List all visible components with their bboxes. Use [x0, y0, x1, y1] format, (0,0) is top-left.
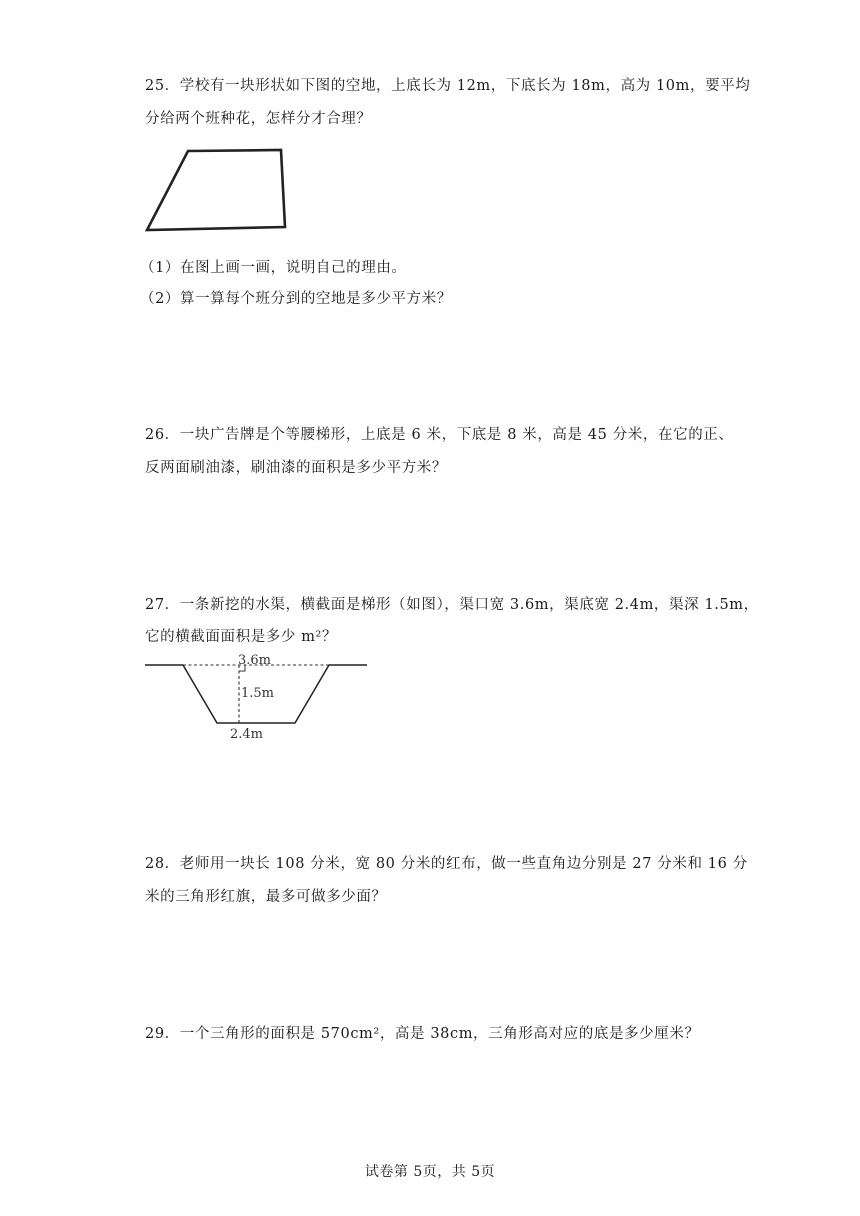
q26-text-line2: 反两面刷油漆，刷油漆的面积是多少平方米？ [145, 460, 447, 476]
q27-channel-figure [140, 648, 372, 744]
q25-trapezoid-figure [140, 143, 295, 235]
channel-top-width-label: 3.6m [238, 653, 272, 668]
q28-text-line1: 28．老师用一块长 108 分米，宽 80 分米的红布，做一些直角边分别是 27 分米和 16 分 [145, 856, 748, 872]
channel-depth-label: 1.5m [241, 686, 275, 701]
page-footer: 试卷第 5页，共 5页 [364, 1164, 496, 1180]
channel-bottom-width-label: 2.4m [230, 727, 264, 742]
q29-text-line1: 29．一个三角形的面积是 570cm²，高是 38cm，三角形高对应的底是多少厘米？ [145, 1026, 700, 1042]
q25-text-line1: 25．学校有一块形状如下图的空地，上底长为 12m，下底长为 18m，高为 10m，要平均 [145, 78, 751, 94]
q27-text-line2: 它的横截面面积是多少 m²？ [145, 629, 338, 645]
q25-part2: （2）算一算每个班分到的空地是多少平方米？ [140, 291, 452, 307]
q26-text-line1: 26．一块广告牌是个等腰梯形，上底是 6 米，下底是 8 米，高是 45 分米，在它的正、 [145, 427, 734, 443]
q27-text-line1: 27．一条新挖的水渠，横截面是梯形（如图），渠口宽 3.6m，渠底宽 2.4m，渠深 1.5m， [145, 597, 759, 613]
q25-text-line2: 分给两个班种花，怎样分才合理？ [145, 111, 372, 127]
q28-text-line2: 米的三角形红旗，最多可做多少面？ [145, 889, 387, 905]
q25-part1: （1）在图上画一画，说明自己的理由。 [140, 260, 407, 276]
trapezoid-outline [147, 150, 285, 230]
